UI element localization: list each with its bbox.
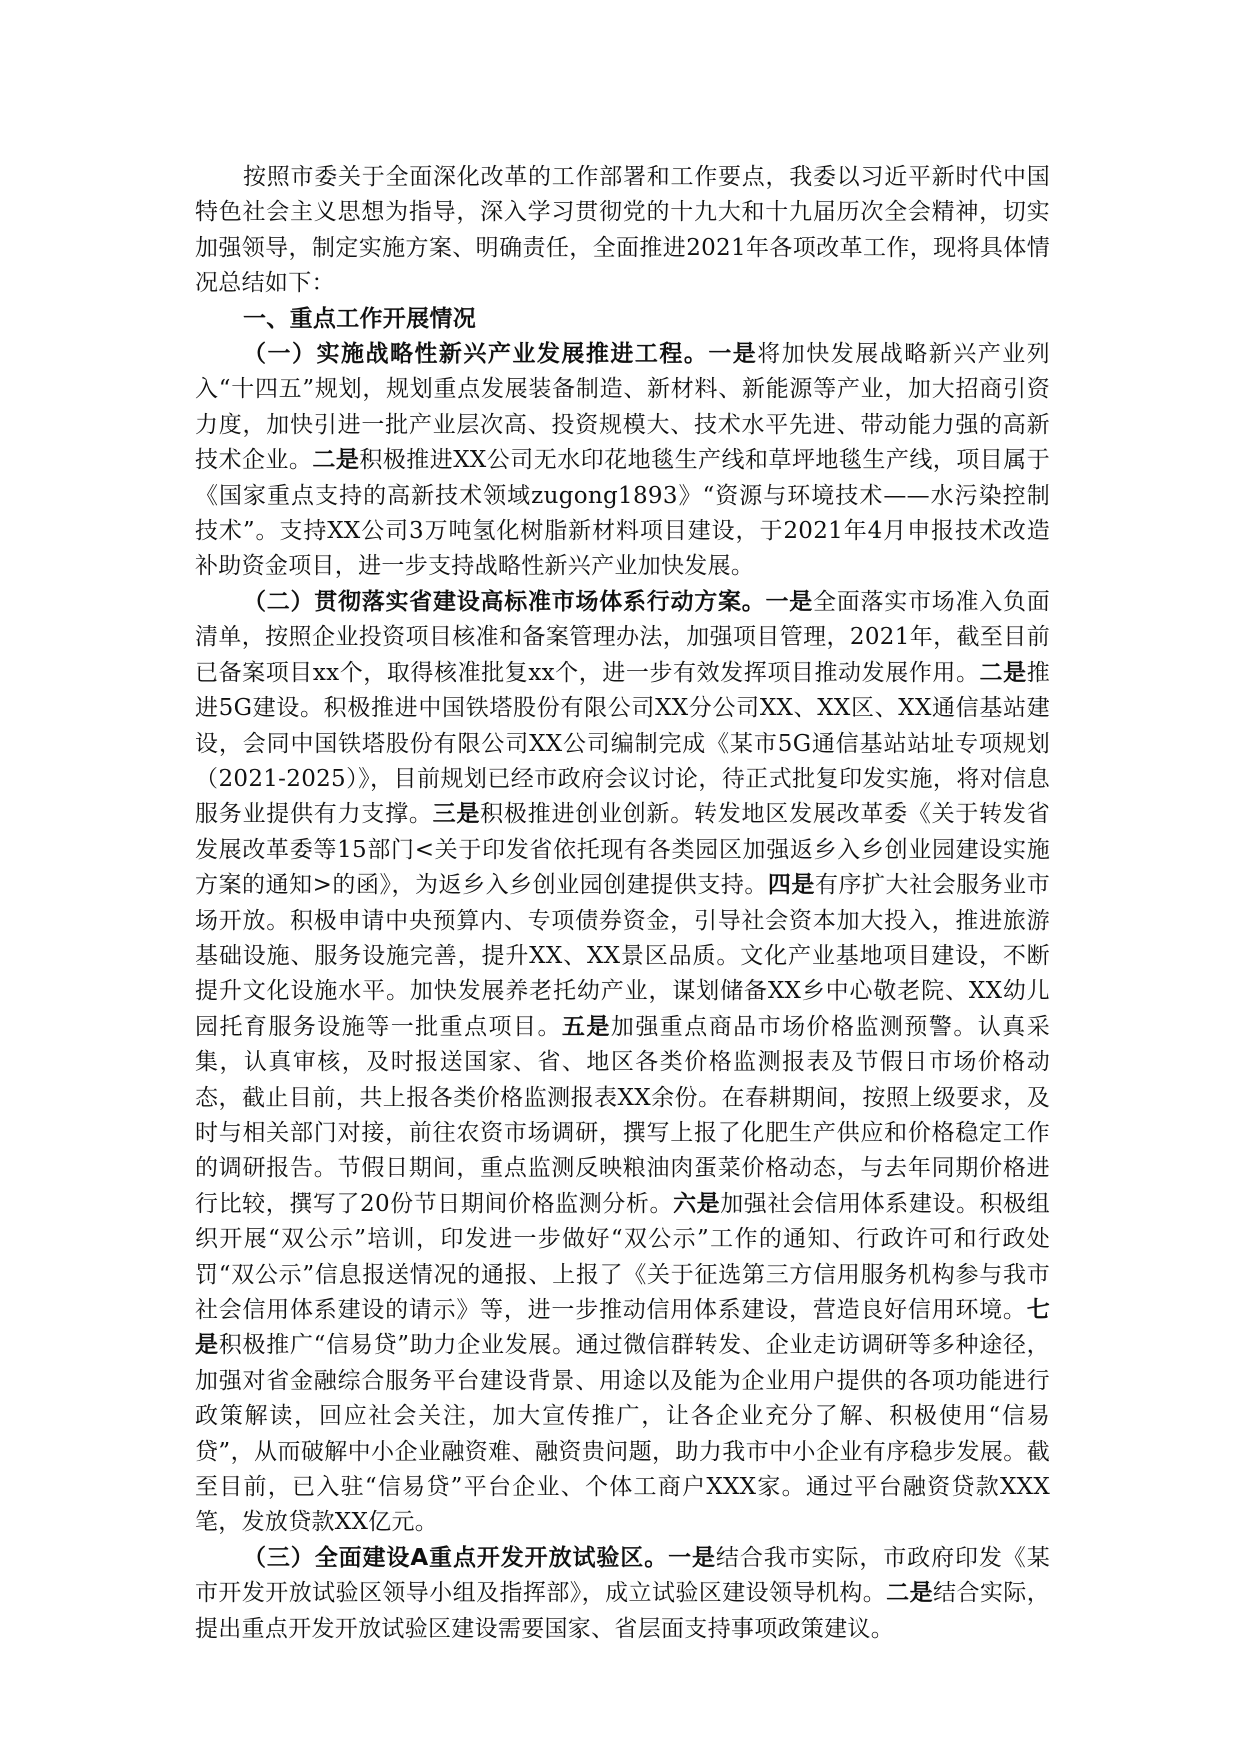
ordinal-marker: 一是 [765,588,813,615]
ordinal-marker: 二是 [979,659,1027,686]
paragraph-text: 推进5G建设。积极推进中国铁塔股份有限公司XX分公司XX、XX区、XX通信基站建设，会同中国铁塔股份有限公司XX公司编制完成《某市5G通信基站站址专项规划（2021-2025）》，目前规划已经市政府会议讨论，待正式批复印发实施，将对信息服务业提供有力支撑。 [195,659,1050,828]
ordinal-marker: 一是 [708,341,758,368]
paragraph-text: 加强重点商品市场价格监测预警。认真采集，认真审核，及时报送国家、省、地区各类价格监测报表及节假日市场价格动态，截止目前，共上报各类价格监测报表XX余份。在春耕期间，按照上级要求，及时与相关部门对接，前往农资市场调研，撰写上报了化肥生产供应和价格稳定工作的调研报告。节假日期间，重点监测反映粮油肉蛋菜价格动态，与去年同期价格进行比较，撰写了20份节日期间价格监测分析。 [195,1013,1051,1217]
ordinal-marker: 四是 [767,872,815,899]
ordinal-marker: 三是 [432,801,481,828]
paragraph-text: 有序扩大社会服务业市场开放。积极申请中央预算内、专项债券资金，引导社会资本加大投入，推进旅游基础设施、服务设施完善，提升XX、XX景区品质。文化产业基地项目建设，不断提升文化设施水平。加快发展养老托幼产业，谋划储备XX乡中心敬老院、XX幼儿园托育服务设施等一批重点项目。 [195,872,1050,1040]
paragraph-title: （二）贯彻落实省建设高标准市场体系行动方案。 [243,588,766,615]
paragraph-title: （三）全面建设A重点开发开放试验区。 [243,1544,669,1571]
paragraph-pilot-zone [195,1541,1050,1647]
ordinal-marker: 二是 [886,1580,934,1607]
paragraph-text: 结合实际，提出重点开发开放试验区建设需要国家、省层面支持事项政策建议。 [195,1580,1051,1642]
ordinal-marker: 六是 [673,1190,721,1217]
paragraph-text: 积极推进XX公司无水印花地毯生产线和草坪地毯生产线，项目属于《国家重点支持的高新技术领域zugong1893》“资源与环境技术——水污染控制技术”。支持XX公司3万吨氢化树脂新材料项目建设，于2021年4月申报技术改造补助资金项目，进一步支持战略性新兴产业加快发展。 [195,447,1051,580]
document-page [195,160,1050,1647]
ordinal-marker: 五是 [561,1013,611,1040]
paragraph-text: 结合我市实际，市政府印发《某市开发开放试验区领导小组及指挥部》，成立试验区建设领导机构。 [195,1544,1050,1607]
section-heading: 一、重点工作开展情况 [243,305,476,332]
paragraph-title: （一）实施战略性新兴产业发展推进工程。 [243,341,709,368]
paragraph-market-system [195,585,1050,1541]
ordinal-marker: 二是 [312,447,360,474]
ordinal-marker: 七是 [195,1297,1050,1359]
intro-paragraph: 按照市委关于全面深化改革的工作部署和工作要点，我委以习近平新时代中国特色社会主义思想为指导，深入学习贯彻党的十九大和十九届历次全会精神，切实加强领导，制定实施方案、明确责任，全面推进2021年各项改革工作，现将具体情况总结如下： [195,164,1050,297]
paragraph-text: 积极推进创业创新。转发地区发展改革委《关于转发省发展改革委等15部门<关于印发省依托现有各类园区加强返乡入乡创业园建设实施方案的通知>的函》，为返乡入乡创业园创建提供支持。 [195,801,1050,899]
paragraph-text: 将加快发展战略新兴产业列入“十四五”规划，规划重点发展装备制造、新材料、新能源等产业，加大招商引资力度，加快引进一批产业层次高、投资规模大、技术水平先进、带动能力强的高新技术企业。 [195,341,1050,474]
paragraph-text: 加强社会信用体系建设。积极组织开展“双公示”培训，印发进一步做好“双公示”工作的通知、行政许可和行政处罚“双公示”信息报送情况的通报、上报了《关于征选第三方信用服务机构参与我市社会信用体系建设的请示》等，进一步推动信用体系建设，营造良好信用环境。 [195,1190,1050,1323]
paragraph-text: 积极推广“信易贷”助力企业发展。通过微信群转发、企业走访调研等多种途径，加强对省金融综合服务平台建设背景、用途以及能为企业用户提供的各项功能进行政策解读，回应社会关注，加大宣传推广，让各企业充分了解、积极使用“信易贷”，从而破解中小企业融资难、融资贵问题，助力我市中小企业有序稳步发展。截至目前，已入驻“信易贷”平台企业、个体工商户XXX家。通过平台融资贷款XXX笔，发放贷款XX亿元。 [195,1332,1050,1536]
ordinal-marker: 一是 [668,1544,716,1571]
paragraph-text: 全面落实市场准入负面清单，按照企业投资项目核准和备案管理办法，加强项目管理，2021年，截至目前已备案项目xx个，取得核准批复xx个，进一步有效发挥项目推动发展作用。 [195,588,1051,686]
paragraph-emerging-industries [195,337,1050,585]
